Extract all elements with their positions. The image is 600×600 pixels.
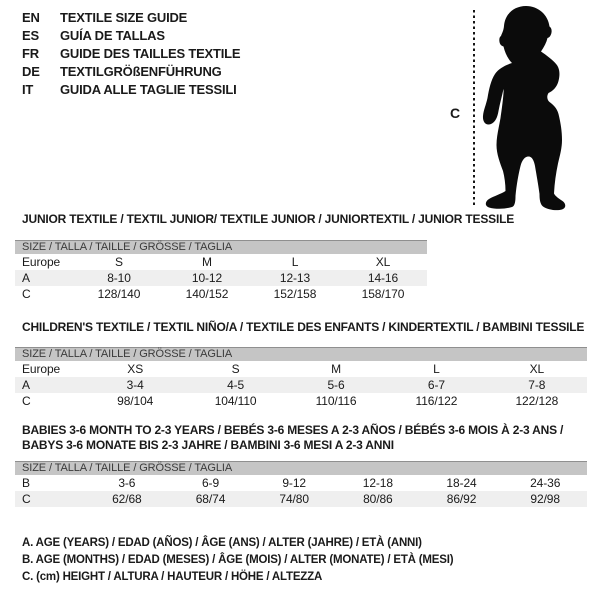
size-cell: 68/74 [195, 492, 226, 506]
footnotes [22, 535, 453, 586]
table-title-children: CHILDREN'S TEXTILE / TEXTIL NIÑO/A / TEXTILE DES ENFANTS / KINDERTEXTIL / BAMBINI TESSILE [22, 320, 585, 334]
row-label: A [22, 378, 30, 392]
size-cell: 24-36 [530, 476, 561, 490]
table-rows [15, 475, 587, 507]
language-label: TEXTILGRÖßENFÜHRUNG [60, 63, 222, 79]
size-cell: L [433, 362, 440, 376]
table-title-junior: JUNIOR TEXTILE / TEXTIL JUNIOR/ TEXTILE JUNIOR / JUNIORTEXTIL / JUNIOR TESSILE [22, 212, 515, 226]
size-header-bar: SIZE / TALLA / TAILLE / GRÖSSE / TAGLIA [15, 347, 587, 361]
table-children [15, 347, 587, 409]
table-row-europe [15, 254, 427, 270]
table-title-babies [22, 423, 563, 453]
language-row [22, 62, 240, 80]
size-cell: 116/122 [415, 394, 458, 408]
size-cell: S [115, 255, 123, 269]
size-cell: 3-4 [126, 378, 144, 392]
language-row [22, 8, 240, 26]
row-label: Europe [22, 255, 61, 269]
language-label: GUIDE DES TAILLES TEXTILE [60, 45, 241, 61]
size-cell: 14-16 [367, 271, 399, 285]
size-cell: 110/116 [315, 394, 357, 408]
size-cell: 98/104 [117, 394, 154, 408]
row-label: Europe [22, 362, 61, 376]
language-label: TEXTILE SIZE GUIDE [60, 9, 188, 25]
size-cell: 12-13 [279, 271, 311, 285]
size-cell: 92/98 [530, 492, 560, 506]
language-code: IT [22, 81, 34, 97]
footnote: C. (cm) HEIGHT / ALTURA / HAUTEUR / HÖHE / ALTEZZA [22, 571, 323, 583]
size-cell: 4-5 [227, 378, 245, 392]
table-row-a [15, 377, 587, 393]
language-code: ES [22, 27, 39, 43]
size-cell: 122/128 [515, 394, 559, 408]
footnote: A. AGE (YEARS) / EDAD (AÑOS) / ÂGE (ANS) / ALTER (JAHRE) / ETÀ (ANNI) [22, 537, 422, 549]
size-cell: 18-24 [446, 476, 477, 490]
language-label: GUÍA DE TALLAS [60, 27, 165, 43]
size-cell: 74/80 [279, 492, 309, 506]
size-cell: 5-6 [327, 378, 345, 392]
size-cell: L [291, 255, 299, 269]
size-cell: 6-9 [201, 476, 220, 490]
table-title-line: BABYS 3-6 MONATE BIS 2-3 JAHRE / BAMBINI 3-6 MESI A 2-3 ANNI [22, 438, 394, 452]
size-cell: 152/158 [273, 287, 317, 301]
footnote: B. AGE (MONTHS) / EDAD (MESES) / ÂGE (MOIS) / ALTER (MONATE) / ETÀ (MESI) [22, 554, 454, 566]
size-cell: 6-7 [427, 378, 445, 392]
language-header [22, 8, 240, 98]
size-cell: 128/140 [97, 287, 141, 301]
size-cell: M [331, 362, 341, 376]
height-marker-label: C [450, 105, 461, 121]
table-junior [15, 240, 427, 302]
size-cell: 12-18 [362, 476, 393, 490]
table-row-c [15, 393, 587, 409]
size-cell: 9-12 [282, 476, 306, 490]
row-label: C [22, 287, 31, 301]
table-row-b [15, 475, 587, 491]
row-label: A [22, 271, 30, 285]
size-cell: XL [529, 362, 545, 376]
size-cell: 158/170 [361, 287, 405, 301]
size-cell: 104/110 [214, 394, 257, 408]
table-row-europe [15, 361, 587, 377]
size-cell: M [202, 255, 212, 269]
size-cell: 86/92 [446, 492, 477, 506]
language-row [22, 26, 240, 44]
table-babies [15, 461, 587, 507]
language-code: DE [22, 63, 40, 79]
row-label: C [22, 394, 31, 408]
language-code: EN [22, 9, 40, 25]
table-row-c [15, 286, 427, 302]
table-title-line: BABIES 3-6 MONTH TO 2-3 YEARS / BEBÉS 3-6 MESES A 2-3 AÑOS / BÉBÉS 3-6 MOIS À 2-3 ANS / [22, 423, 564, 437]
size-header-bar: SIZE / TALLA / TAILLE / GRÖSSE / TAGLIA [15, 240, 427, 254]
size-cell: 7-8 [528, 378, 546, 392]
size-cell: 62/68 [112, 492, 142, 506]
size-cell: XS [127, 362, 144, 376]
size-cell: 80/86 [363, 492, 393, 506]
size-cell: 10-12 [191, 271, 223, 285]
size-cell: 3-6 [118, 476, 136, 490]
table-row-c [15, 491, 587, 507]
size-header-bar: SIZE / TALLA / TAILLE / GRÖSSE / TAGLIA [15, 461, 587, 475]
size-cell: XL [375, 255, 391, 269]
language-row [22, 44, 240, 62]
language-code: FR [22, 45, 39, 61]
toddler-silhouette-icon [468, 5, 578, 215]
row-label: C [22, 492, 31, 506]
row-label: B [22, 476, 30, 490]
language-row [22, 80, 240, 98]
size-cell: 8-10 [107, 271, 131, 285]
table-rows [15, 361, 587, 409]
size-cell: 140/152 [185, 287, 229, 301]
language-label: GUIDA ALLE TAGLIE TESSILI [60, 81, 237, 97]
table-rows [15, 254, 427, 302]
size-cell: S [231, 362, 240, 376]
table-row-a [15, 270, 427, 286]
